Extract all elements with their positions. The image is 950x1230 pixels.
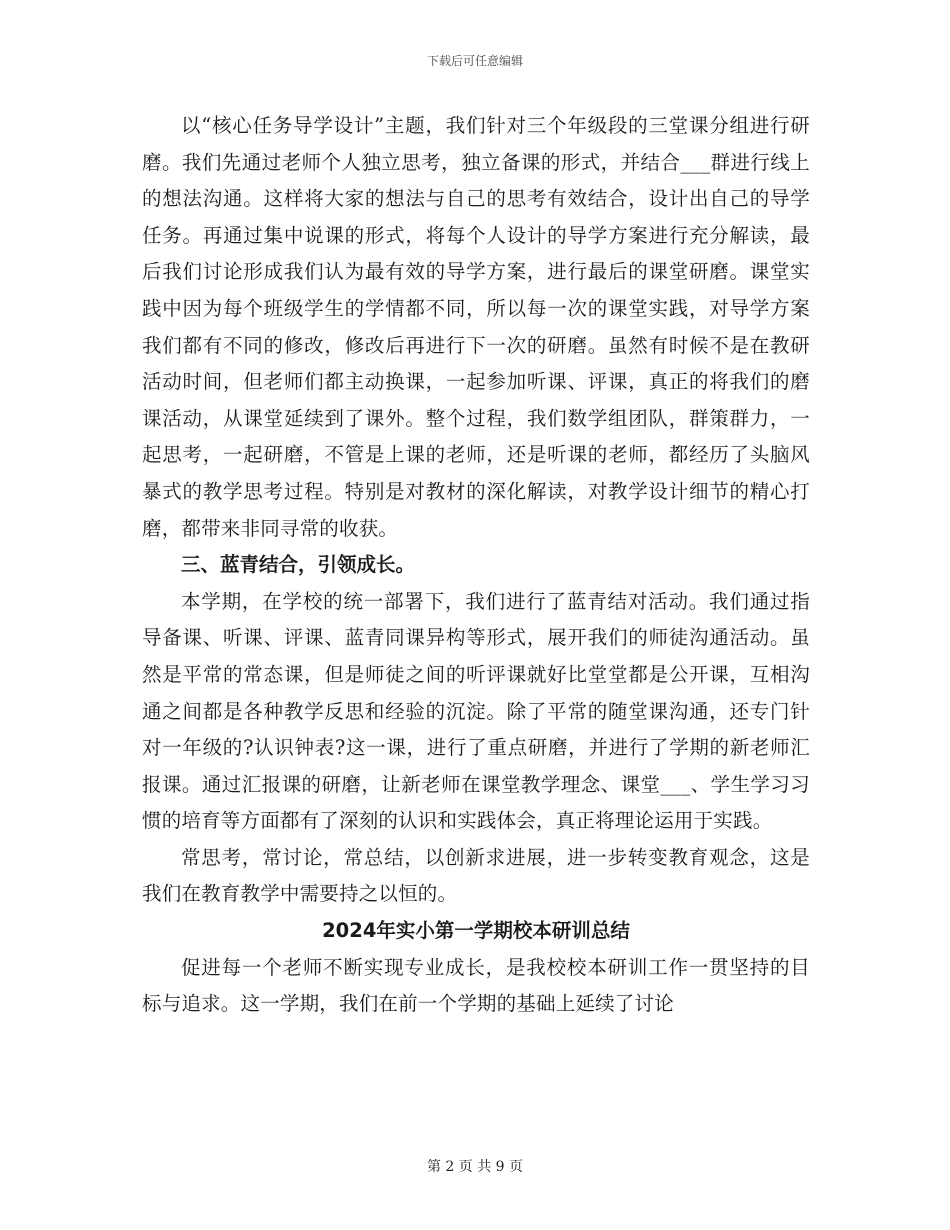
document-title: 2024年实小第一学期校本研训总结 <box>322 919 630 943</box>
paragraph-conclusion: 常思考，常讨论，常总结，以创新求进展，进一步转变教育观念，这是我们在教育教学中需要持之以恒的。 <box>142 845 810 906</box>
page-number: 第 2 页 共 9 页 <box>426 1159 524 1175</box>
page-header-note: 下载后可任意编辑 <box>426 54 523 68</box>
paragraph-intro: 促进每一个老师不断实现专业成长，是我校校本研训工作一贯坚持的目标与追求。这一学期，我们在前一个学期的基础上延续了讨论 <box>142 955 810 1016</box>
section-heading-3: 三、蓝青结合，引领成长。 <box>181 553 416 577</box>
paragraph-core-task-design: 以“核心任务导学设计”主题，我们针对三个年级段的三堂课分组进行研磨。我们先通过老师个人独立思考，独立备课的形式，并结合___群进行线上的想法沟通。这样将大家的想法与自己的思考有效结合，设计出自己的导学任务。再通过集中说课的形式，将每个人设计的导学方案进行充分解读，最后我们讨论形成我们认为最有效的导学方案，进行最后的课堂研磨。课堂实践中因为每个班级学生的学情都不同，所以每一次的课堂实践，对导学方案我们都有不同的修改，修改后再进行下一次的研磨。虽然有时候不是在教研活动时间，但老师们都主动换课，一起参加听课、评课，真正的将我们的磨课活动，从课堂延续到了课外。整个过程，我们数学组团队，群策群力，一起思考，一起研磨，不管是上课的老师，还是听课的老师，都经历了头脑风暴式的教学思考过程。特别是对教材的深化解读，对教学设计细节的精心打磨，都带来非同寻常的收获。 <box>142 114 810 540</box>
document-body <box>142 108 810 1023</box>
paragraph-mentor-pairing: 本学期，在学校的统一部署下，我们进行了蓝青结对活动。我们通过指导备课、听课、评课、蓝青同课异构等形式，展开我们的师徒沟通活动。虽然是平常的常态课，但是师徒之间的听评课就好比堂堂都是公开课，互相沟通之间都是各种教学反思和经验的沉淀。除了平常的随堂课沟通，还专门针对一年级的?认识钟表?这一课，进行了重点研磨，并进行了学期的新老师汇报课。通过汇报课的研磨，让新老师在课堂教学理念、课堂___、学生学习习惯的培育等方面都有了深刻的认识和实践体会，真正将理论运用于实践。 <box>142 589 810 833</box>
